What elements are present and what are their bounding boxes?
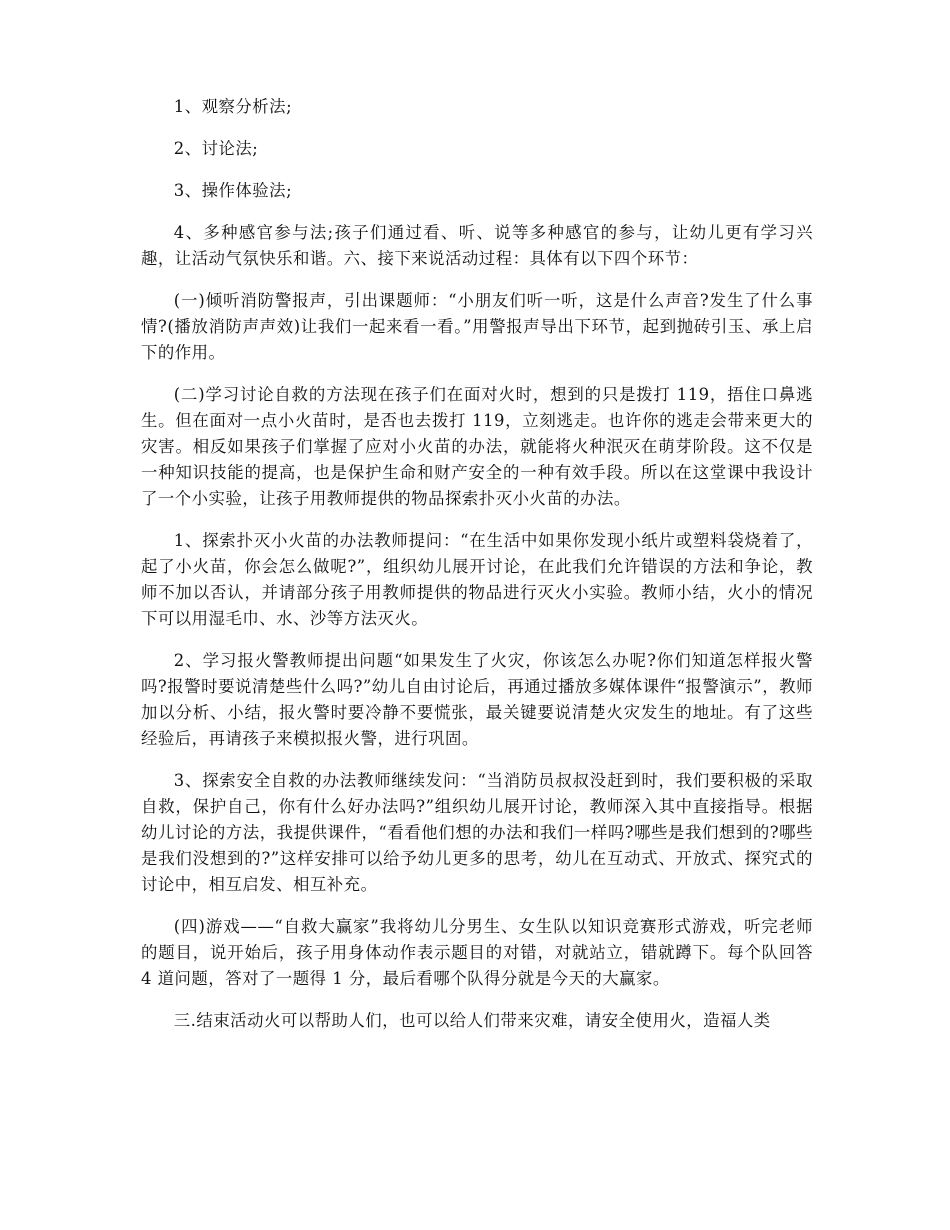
method-item-4-paragraph: 4、多种感官参与法;孩子们通过看、听、说等多种感官的参与，让幼儿更有学习兴趣，让活动气氛快乐和谐。六、接下来说活动过程：具体有以下四个环节： — [141, 223, 813, 268]
document-body — [141, 94, 813, 1050]
method-item-3: 3、操作体验法; — [173, 181, 293, 200]
substep-3-paragraph: 3、探索安全自救的办法教师继续发问：“当消防员叔叔没赶到时，我们要积极的采取自救，保护自己，你有什么好办法吗?”组织幼儿展开讨论，教师深入其中直接指导。根据幼儿讨论的方法，我提供课件，“看看他们想的办法和我们一样吗?哪些是我们想到的?哪些是我们没想到的?”这样安排可以给予幼儿更多的思考，幼儿在互动式、开放式、探究式的讨论中，相互启发、相互补充。 — [141, 771, 813, 894]
conclusion-paragraph: 三.结束活动火可以帮助人们，也可以给人们带来灾难，请安全使用火，造福人类 — [173, 1011, 771, 1030]
step-4-paragraph: (四)游戏——“自救大赢家”我将幼儿分男生、女生队以知识竞赛形式游戏，听完老师的题目，说开始后，孩子用身体动作表示题目的对错，对就站立，错就蹲下。每个队回答 4 道问题，答对了一题得 1 分，最后看哪个队得分就是今天的大赢家。 — [141, 917, 813, 988]
method-item-1: 1、观察分析法; — [173, 97, 293, 116]
step-1-paragraph: (一)倾听消防警报声，引出课题师：“小朋友们听一听，这是什么声音?发生了什么事情?(播放消防声声效)让我们一起来看一看。”用警报声导出下环节，起到抛砖引玉、承上启下的作用。 — [141, 291, 813, 362]
substep-2-paragraph: 2、学习报火警教师提出问题“如果发生了火灾，你该怎么办呢?你们知道怎样报火警吗?报警时要说清楚些什么吗?”幼儿自由讨论后，再通过播放多媒体课件“报警演示”，教师加以分析、小结，报火警时要冷静不要慌张，最关键要说清楚火灾发生的地址。有了这些经验后，再请孩子来模拟报火警，进行巩固。 — [141, 651, 813, 748]
substep-1-paragraph: 1、探索扑灭小火苗的办法教师提问：“在生活中如果你发现小纸片或塑料袋烧着了，起了小火苗，你会怎么做呢?”，组织幼儿展开讨论，在此我们允许错误的方法和争论，教师不加以否认，并请部分孩子用教师提供的物品进行灭火小实验。教师小结，火小的情况下可以用湿毛巾、水、沙等方法灭火。 — [141, 531, 813, 628]
method-item-2: 2、讨论法; — [173, 139, 259, 158]
step-2-paragraph: (二)学习讨论自救的方法现在孩子们在面对火时，想到的只是拨打 119，捂住口鼻逃生。但在面对一点小火苗时，是否也去拨打 119，立刻逃走。也许你的逃走会带来更大的灾害。相反如果孩子们掌握了应对小火苗的办法，就能将火种泯灭在萌芽阶段。这不仅是一种知识技能的提高，也是保护生命和财产安全的一种有效手段。所以在这堂课中我设计了一个小实验，让孩子用教师提供的物品探索扑灭小火苗的办法。 — [141, 385, 813, 508]
